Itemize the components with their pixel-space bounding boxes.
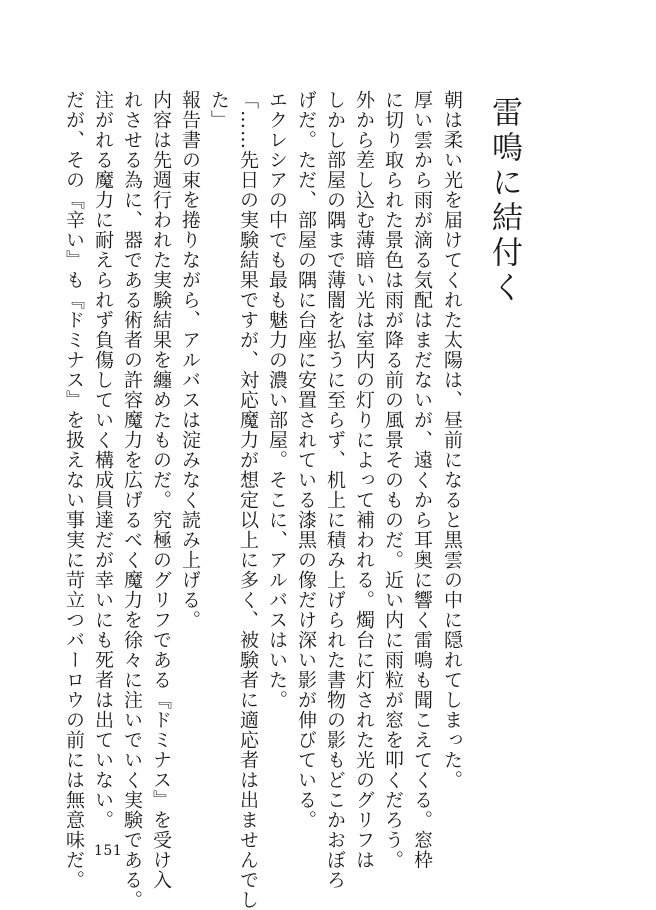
body-line: れさせる為に、器である術者の許容魔力を広げるべく魔力を徐々に注いでいく実験である。: [121, 90, 143, 910]
page-number: 151: [94, 843, 123, 859]
body-line: 外から差し込む薄暗い光は室内の灯りによって補われる。燭台に灯された光のグリフは: [353, 90, 375, 870]
body-line: げだ。ただ、部屋の隅に台座に安置されている漆黒の像だけ深い影が伸びている。: [295, 90, 317, 830]
body-line: 内容は先週行われた実験結果を纏めたものだ。究極のグリフである『ドミナス』を受け入: [150, 90, 172, 890]
body-line: 「……先日の実験結果ですが、対応魔力が想定以上に多く、被験者に適応者は出ませんでし: [237, 90, 259, 910]
body-line: に切り取られた景色は雨が降る前の風景そのものだ。近い内に雨粒が窓を叩くだろう。: [382, 90, 404, 870]
body-line: 朝は柔い光を届けてくれた太陽は、昼前になると黒雲の中に隠れてしまった。: [441, 90, 463, 790]
body-line: エクレシアの中でも最も魅力の濃い部屋。そこに、アルバスはいた。: [266, 90, 288, 710]
body-line: 報告書の束を捲りながら、アルバスは淀みなく読み上げる。: [179, 90, 201, 630]
body-line: だが、その『辛い』も『ドミナス』を扱えない事実に苛立つバーロウの前には無意味だ。: [63, 90, 85, 890]
body-line: 厚い雲から雨が滴る気配はまだないが、遠くから耳奥に響く雷鳴も聞こえてくる。窓枠: [411, 90, 433, 870]
body-line: 注がれる魔力に耐えられず負傷していく構成員達だが幸いにも死者は出ていない。: [92, 90, 114, 830]
body-line: しかし部屋の隅まで薄闇を払うに至らず、机上に積み上げられた書物の影もどこかおぼろ: [324, 90, 346, 890]
chapter-title: 雷鳴に結付く: [486, 96, 522, 306]
body-line: た」: [208, 90, 230, 130]
